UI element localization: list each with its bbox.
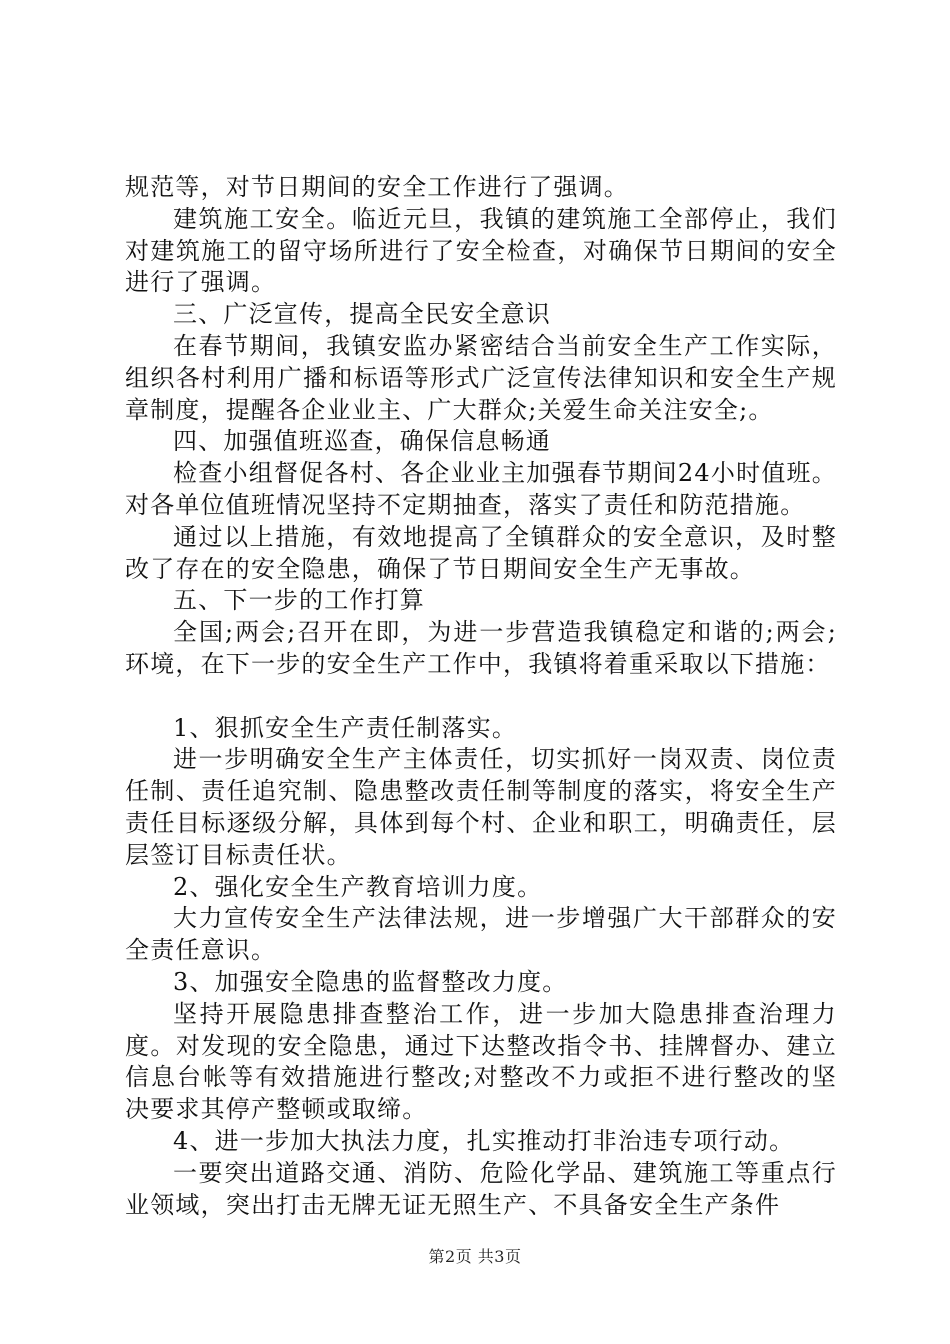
paragraph: 三、广泛宣传，提高全民安全意识: [173, 300, 551, 329]
paragraph: 建筑施工安全。临近元旦，我镇的建筑施工全部停止，我们对建筑施工的留守场所进行了安全检查，对确保节日期间的安全进行了强调。: [125, 204, 837, 297]
paragraph: 通过以上措施，有效地提高了全镇群众的安全意识，及时整改了存在的安全隐患，确保了节日期间安全生产无事故。: [125, 522, 837, 583]
paragraph: 进一步明确安全生产主体责任，切实抓好一岗双责、岗位责任制、责任追究制、隐患整改责任制等制度的落实，将安全生产责任目标逐级分解，具体到每个村、企业和职工，明确责任，层层签订目标责任状。: [125, 745, 837, 869]
paragraph: 检查小组督促各村、各企业业主加强春节期间24小时值班。对各单位值班情况坚持不定期抽查，落实了责任和防范措施。: [125, 459, 837, 519]
paragraph: 五、下一步的工作打算: [173, 586, 425, 615]
paragraph: 四、加强值班巡查，确保信息畅通: [173, 427, 551, 456]
paragraph: 坚持开展隐患排查整治工作，进一步加大隐患排查治理力度。对发现的安全隐患，通过下达整改指令书、挂牌督办、建立信息台帐等有效措施进行整改;对整改不力或拒不进行整改的坚决要求其停产整顿或取缔。: [125, 999, 837, 1124]
paragraph: 在春节期间，我镇安监办紧密结合当前安全生产工作实际，组织各村利用广播和标语等形式广泛宣传法律知识和安全生产规章制度，提醒各企业业主、广大群众;关爱生命关注安全;。: [125, 331, 837, 424]
paragraph: 一要突出道路交通、消防、危险化学品、建筑施工等重点行业领域，突出打击无牌无证无照生产、不具备安全生产条件: [125, 1158, 837, 1219]
paragraph: 2、强化安全生产教育培训力度。: [173, 872, 543, 901]
paragraph: 4、进一步加大执法力度，扎实推动打非治违专项行动。: [173, 1126, 795, 1155]
document-body: [125, 172, 837, 1221]
paragraph: 全国;两会;召开在即，为进一步营造我镇稳定和谐的;两会;环境，在下一步的安全生产工作中，我镇将着重采取以下措施：: [125, 618, 837, 678]
paragraph: 规范等，对节日期间的安全工作进行了强调。: [125, 173, 629, 201]
paragraph: 大力宣传安全生产法律法规，进一步增强广大干部群众的安全责任意识。: [125, 904, 837, 965]
page-footer: 第2页 共3页: [428, 1247, 522, 1266]
paragraph: 1、狠抓安全生产责任制落实。: [173, 713, 518, 742]
paragraph: 3、加强安全隐患的监督整改力度。: [173, 967, 568, 996]
